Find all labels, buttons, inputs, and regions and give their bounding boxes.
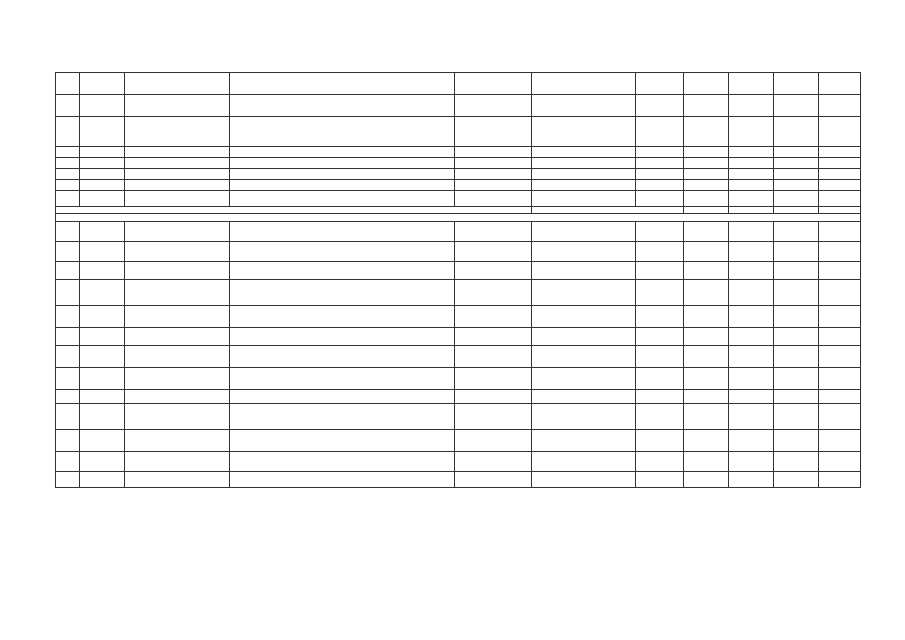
table-cell (532, 158, 636, 169)
table-cell (819, 191, 861, 207)
table-row (56, 191, 861, 207)
table-cell (729, 262, 774, 280)
table-cell (774, 147, 819, 158)
section-row (56, 214, 861, 222)
table-cell (455, 404, 532, 430)
table-cell (684, 390, 729, 404)
table-cell (80, 242, 125, 262)
table-cell (80, 472, 125, 488)
table-cell (56, 95, 80, 117)
table-cell (125, 222, 230, 242)
table-cell (729, 346, 774, 368)
table-cell (56, 430, 80, 452)
table-row (56, 280, 861, 306)
table-cell (774, 169, 819, 180)
table-cell (532, 390, 636, 404)
table-cell (684, 242, 729, 262)
table-cell (230, 306, 455, 328)
table-cell (80, 404, 125, 430)
table-cell (80, 368, 125, 390)
table-cell (819, 158, 861, 169)
table-cell (684, 472, 729, 488)
table-cell (819, 147, 861, 158)
data-table (55, 72, 861, 488)
table-cell (774, 222, 819, 242)
table-cell (774, 180, 819, 191)
table-cell (636, 306, 684, 328)
section-title (56, 214, 861, 222)
table-cell (729, 191, 774, 207)
table-cell (774, 73, 819, 95)
table-row (56, 180, 861, 191)
table-cell (532, 117, 636, 147)
table-cell (455, 472, 532, 488)
table-cell (684, 191, 729, 207)
table-cell (774, 368, 819, 390)
table-cell (636, 346, 684, 368)
table-cell (80, 222, 125, 242)
table-cell (684, 207, 729, 214)
table-cell (729, 472, 774, 488)
table-cell (532, 368, 636, 390)
table-cell (729, 328, 774, 346)
table-cell (774, 262, 819, 280)
table-cell (684, 180, 729, 191)
table-row (56, 262, 861, 280)
table-cell (532, 472, 636, 488)
table-cell (230, 390, 455, 404)
table-cell (455, 328, 532, 346)
table-cell (56, 158, 80, 169)
table-row (56, 404, 861, 430)
table-cell (56, 191, 80, 207)
table-cell (80, 147, 125, 158)
table-cell (819, 404, 861, 430)
table-cell (230, 328, 455, 346)
table-cell (532, 73, 636, 95)
table-cell (819, 242, 861, 262)
table-row (56, 430, 861, 452)
table-row (56, 169, 861, 180)
table-cell (636, 404, 684, 430)
table-cell (774, 191, 819, 207)
table-cell (125, 180, 230, 191)
table-cell (455, 73, 532, 95)
table-cell (125, 191, 230, 207)
table-cell (455, 242, 532, 262)
table-cell (125, 262, 230, 280)
table-cell (125, 117, 230, 147)
table-cell (532, 306, 636, 328)
table-cell (636, 222, 684, 242)
table-cell (80, 346, 125, 368)
table-cell (56, 222, 80, 242)
table-cell (819, 73, 861, 95)
table-cell (819, 452, 861, 472)
table-cell (636, 180, 684, 191)
table-cell (729, 242, 774, 262)
table-cell (774, 306, 819, 328)
table-cell (819, 306, 861, 328)
table-cell (636, 390, 684, 404)
table-cell (125, 452, 230, 472)
table-cell (819, 207, 861, 214)
table-cell (684, 117, 729, 147)
table-cell (56, 280, 80, 306)
table-row (56, 368, 861, 390)
table-cell (56, 180, 80, 191)
table-cell (819, 95, 861, 117)
table-cell (729, 169, 774, 180)
table-cell (819, 430, 861, 452)
table-cell (729, 404, 774, 430)
table-row (56, 452, 861, 472)
table-cell (230, 222, 455, 242)
table-cell (684, 404, 729, 430)
table-cell (819, 169, 861, 180)
table-cell (532, 262, 636, 280)
table-cell (636, 95, 684, 117)
table-cell (125, 404, 230, 430)
table-cell (455, 346, 532, 368)
table-cell (80, 430, 125, 452)
table-cell (532, 328, 636, 346)
table-cell (80, 158, 125, 169)
table-cell (230, 147, 455, 158)
table-row (56, 147, 861, 158)
table-cell (684, 147, 729, 158)
table-cell (819, 328, 861, 346)
table-cell (125, 147, 230, 158)
table-cell (230, 95, 455, 117)
table-row (56, 390, 861, 404)
table-cell (455, 180, 532, 191)
table-cell (56, 242, 80, 262)
table-cell (729, 158, 774, 169)
table-row (56, 346, 861, 368)
table-cell (729, 452, 774, 472)
table-cell (125, 169, 230, 180)
table-cell (230, 346, 455, 368)
table-cell (125, 328, 230, 346)
table-cell (532, 242, 636, 262)
table-cell (774, 328, 819, 346)
table-cell (636, 158, 684, 169)
table-cell (230, 180, 455, 191)
table-cell (774, 117, 819, 147)
table-cell (532, 207, 684, 214)
table-cell (80, 117, 125, 147)
table-cell (684, 222, 729, 242)
table-cell (80, 328, 125, 346)
table-cell (532, 169, 636, 180)
table-cell (729, 368, 774, 390)
table-cell (230, 117, 455, 147)
table-cell (80, 452, 125, 472)
table-cell (636, 262, 684, 280)
table-cell (56, 207, 532, 214)
table-row (56, 306, 861, 328)
table-cell (125, 280, 230, 306)
table-cell (56, 147, 80, 158)
table-row (56, 117, 861, 147)
table-cell (729, 306, 774, 328)
table-cell (636, 280, 684, 306)
table-cell (532, 147, 636, 158)
table-cell (819, 280, 861, 306)
table-cell (56, 117, 80, 147)
table-cell (230, 262, 455, 280)
table-cell (125, 430, 230, 452)
table-cell (125, 95, 230, 117)
table-cell (729, 95, 774, 117)
table-cell (56, 73, 80, 95)
table-cell (684, 158, 729, 169)
table-cell (774, 472, 819, 488)
table-cell (636, 328, 684, 346)
table-cell (774, 158, 819, 169)
table-cell (125, 346, 230, 368)
table-cell (455, 306, 532, 328)
table-cell (636, 452, 684, 472)
table-row (56, 472, 861, 488)
table-cell (684, 368, 729, 390)
table-cell (532, 346, 636, 368)
table-cell (819, 346, 861, 368)
table-cell (532, 404, 636, 430)
table-cell (684, 280, 729, 306)
table-cell (819, 222, 861, 242)
table-cell (230, 472, 455, 488)
table-row (56, 73, 861, 95)
table-cell (636, 472, 684, 488)
table-cell (684, 346, 729, 368)
table-cell (230, 368, 455, 390)
table-cell (56, 472, 80, 488)
table-row (56, 95, 861, 117)
table-cell (80, 95, 125, 117)
table-row (56, 328, 861, 346)
document-page (55, 72, 860, 488)
table-cell (819, 368, 861, 390)
table-cell (819, 262, 861, 280)
table-cell (56, 390, 80, 404)
table-cell (819, 472, 861, 488)
table-cell (56, 404, 80, 430)
table-cell (684, 73, 729, 95)
table-cell (455, 222, 532, 242)
table-cell (125, 73, 230, 95)
table-cell (230, 73, 455, 95)
table-cell (56, 262, 80, 280)
table-cell (729, 280, 774, 306)
table-cell (125, 390, 230, 404)
table-cell (230, 280, 455, 306)
table-cell (729, 222, 774, 242)
table-cell (774, 430, 819, 452)
table-cell (80, 180, 125, 191)
table-cell (774, 404, 819, 430)
table-cell (729, 73, 774, 95)
table-cell (455, 158, 532, 169)
table-cell (455, 169, 532, 180)
table-cell (80, 73, 125, 95)
table-cell (80, 390, 125, 404)
table-cell (532, 180, 636, 191)
table-cell (455, 117, 532, 147)
table-cell (636, 73, 684, 95)
table-cell (230, 452, 455, 472)
table-cell (532, 191, 636, 207)
table-cell (684, 328, 729, 346)
table-cell (532, 280, 636, 306)
table-cell (125, 242, 230, 262)
table-cell (455, 95, 532, 117)
table-cell (636, 117, 684, 147)
table-cell (819, 180, 861, 191)
table-cell (729, 117, 774, 147)
table-cell (819, 390, 861, 404)
table-cell (125, 306, 230, 328)
table-cell (56, 452, 80, 472)
table-cell (684, 452, 729, 472)
table-cell (774, 280, 819, 306)
table-cell (819, 117, 861, 147)
table-row (56, 158, 861, 169)
table-cell (774, 95, 819, 117)
table-cell (56, 169, 80, 180)
table-cell (56, 346, 80, 368)
table-cell (56, 328, 80, 346)
table-cell (80, 169, 125, 180)
table-cell (636, 169, 684, 180)
table-cell (455, 147, 532, 158)
table-cell (636, 191, 684, 207)
table-cell (729, 180, 774, 191)
table-cell (636, 368, 684, 390)
table-row (56, 222, 861, 242)
table-cell (729, 207, 774, 214)
table-cell (532, 430, 636, 452)
table-cell (684, 95, 729, 117)
table-cell (532, 222, 636, 242)
total-row (56, 207, 861, 214)
table-cell (774, 242, 819, 262)
table-cell (774, 207, 819, 214)
table-cell (125, 158, 230, 169)
table-cell (230, 191, 455, 207)
table-cell (455, 280, 532, 306)
table-cell (684, 430, 729, 452)
table-cell (56, 368, 80, 390)
table-cell (80, 280, 125, 306)
table-cell (80, 262, 125, 280)
table-cell (230, 169, 455, 180)
table-cell (774, 452, 819, 472)
table-cell (230, 158, 455, 169)
table-cell (729, 430, 774, 452)
table-cell (230, 404, 455, 430)
table-cell (532, 95, 636, 117)
table-cell (125, 472, 230, 488)
table-cell (636, 430, 684, 452)
table-cell (684, 169, 729, 180)
table-cell (455, 390, 532, 404)
table-cell (729, 147, 774, 158)
table-cell (125, 368, 230, 390)
table-cell (684, 262, 729, 280)
table-cell (636, 147, 684, 158)
table-row (56, 242, 861, 262)
table-cell (230, 242, 455, 262)
table-cell (455, 452, 532, 472)
table-cell (774, 390, 819, 404)
table-cell (80, 306, 125, 328)
table-cell (455, 430, 532, 452)
table-cell (230, 430, 455, 452)
table-cell (80, 191, 125, 207)
table-body (56, 73, 861, 488)
table-cell (729, 390, 774, 404)
table-cell (56, 306, 80, 328)
table-cell (636, 242, 684, 262)
table-cell (684, 306, 729, 328)
table-cell (455, 262, 532, 280)
table-cell (455, 368, 532, 390)
table-cell (532, 452, 636, 472)
table-cell (455, 191, 532, 207)
table-cell (774, 346, 819, 368)
